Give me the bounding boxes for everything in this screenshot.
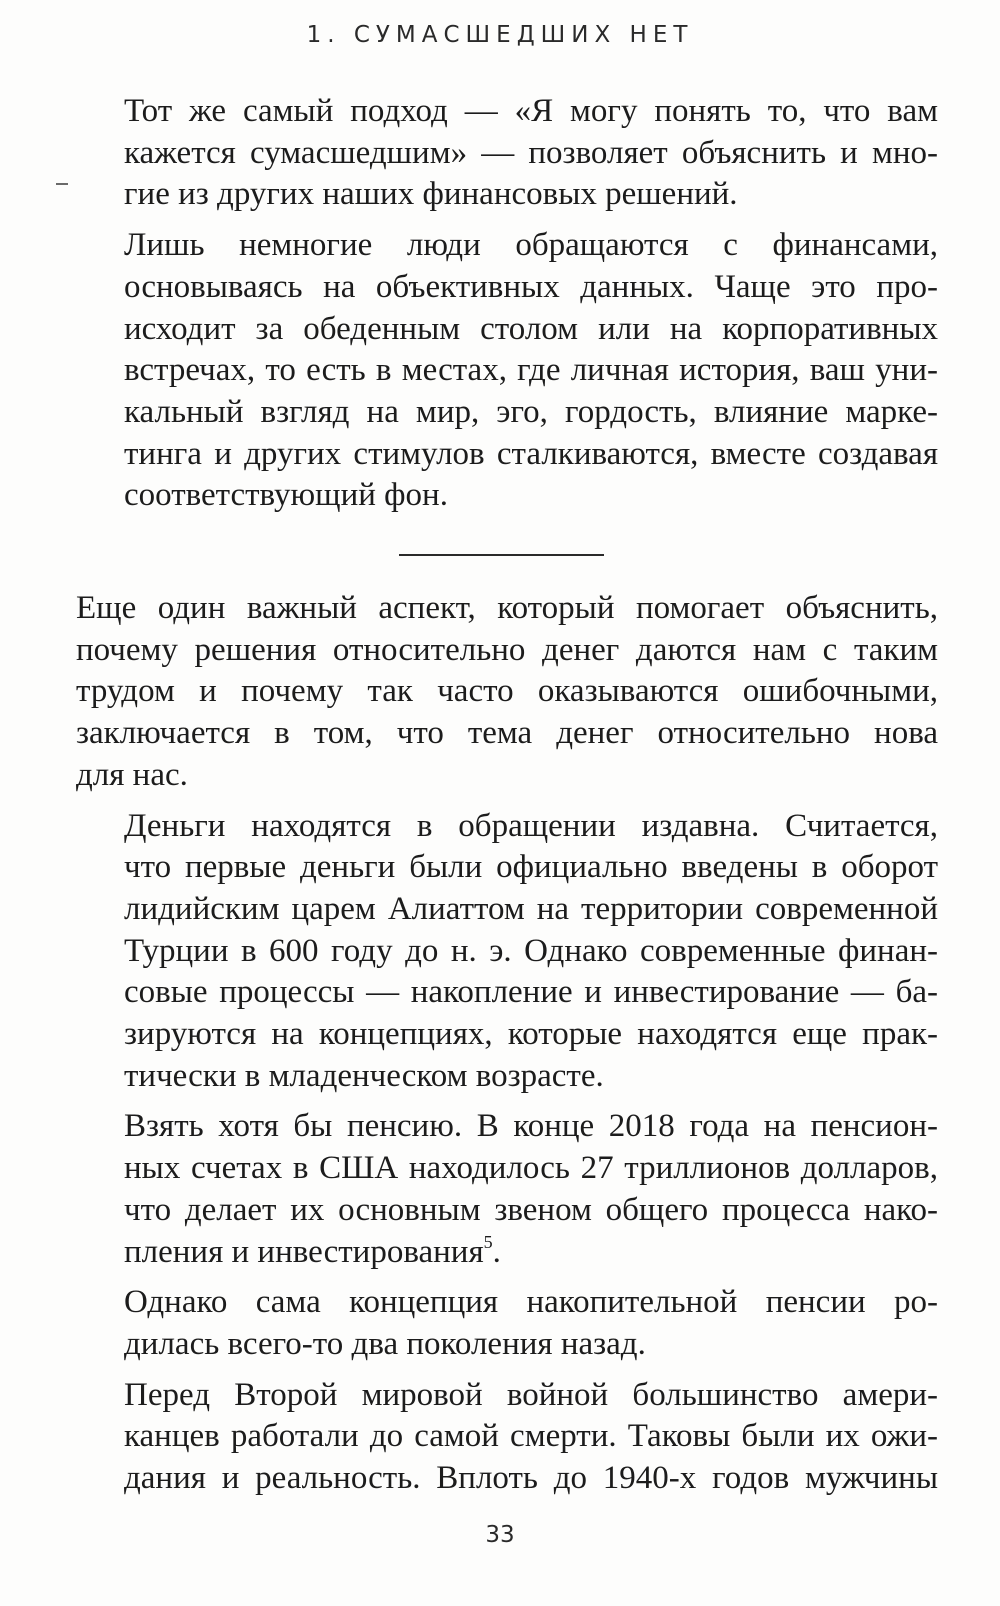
section-divider [399,554,604,556]
text-line: тинга и других стимулов сталкиваются, вместе создавая [124,435,938,472]
text-line: Перед Второй мировой войной большинство амери- [124,1376,938,1413]
paragraph [76,91,938,216]
running-head: 1. СУМАСШЕДШИХ НЕТ [306,22,694,48]
text-line: встречах, то есть в местах, где личная история, ваш уни- [124,352,938,389]
text-line: трудом и почему так часто оказываются ошибочными, [76,673,938,710]
page-number: 33 [485,1522,515,1548]
text-block-bottom [76,588,938,1500]
text-line: кажется сумасшедшим» — позволяет объяснить и мно- [124,134,938,171]
text-line: дилась всего-то два поколения назад. [124,1325,646,1362]
paragraph [76,225,938,517]
text-line: Еще один важный аспект, который помогает объяснить, [76,590,938,626]
paragraph [76,806,938,1098]
text-line: основываясь на объективных данных. Чаще это про- [124,268,938,305]
text-line: гие из других наших финансовых решений. [124,176,738,213]
text-line: лидийским царем Алиаттом на территории современной [124,890,938,927]
text-line: Турции в 600 году до н. э. Однако современные финан- [124,932,938,969]
line-text: пления и инвестирования [124,1233,484,1270]
text-line: Взять хотя бы пенсию. В конце 2018 года на пенсион- [124,1108,938,1145]
text-line: Лишь немногие люди обращаются с финансами, [124,227,938,264]
text-line: Однако сама концепция накопительной пенсии ро- [124,1284,938,1321]
text-line: канцев работали до самой смерти. Таковы были их ожи- [124,1418,938,1455]
text-line: что делает их основным звеном общего процесса нако- [124,1191,938,1228]
text-line: почему решения относительно денег даются нам с таким [76,631,938,668]
text-line: совые процессы — накопление и инвестирование — ба- [124,974,938,1011]
text-line: соответствующий фон. [124,477,448,514]
paragraph [76,1282,938,1365]
paragraph [76,1106,938,1273]
margin-mark [56,183,68,185]
text-line: что первые деньги были официально введены в оборот [124,849,938,886]
paragraph [76,588,938,797]
footnote-reference: 5 [483,1231,493,1252]
text-line: ных счетах в США находилось 27 триллионов долларов, [124,1150,938,1187]
text-line: кальный взгляд на мир, эго, гордость, влияние марке- [124,393,938,430]
text-line: Тот же самый подход — «Я могу понять то, что вам [124,93,938,129]
text-line: пления и инвестирования$^5$. [124,1231,501,1270]
text-line: дания и реальность. Вплоть до 1940-х годов мужчины [124,1460,938,1497]
text-block-top [76,91,938,517]
text-line: заключается в том, что тема денег относительно нова [76,715,938,752]
text-line: тически в младенческом возрасте. [124,1057,604,1094]
text-line: исходит за обеденным столом или на корпоративных [124,310,938,347]
text-line: для нас. [76,756,188,793]
paragraph [76,1375,938,1500]
text-line: Деньги находятся в обращении издавна. Считается, [124,807,938,844]
text-line: зируются на концепциях, которые находятся еще прак- [124,1016,938,1053]
